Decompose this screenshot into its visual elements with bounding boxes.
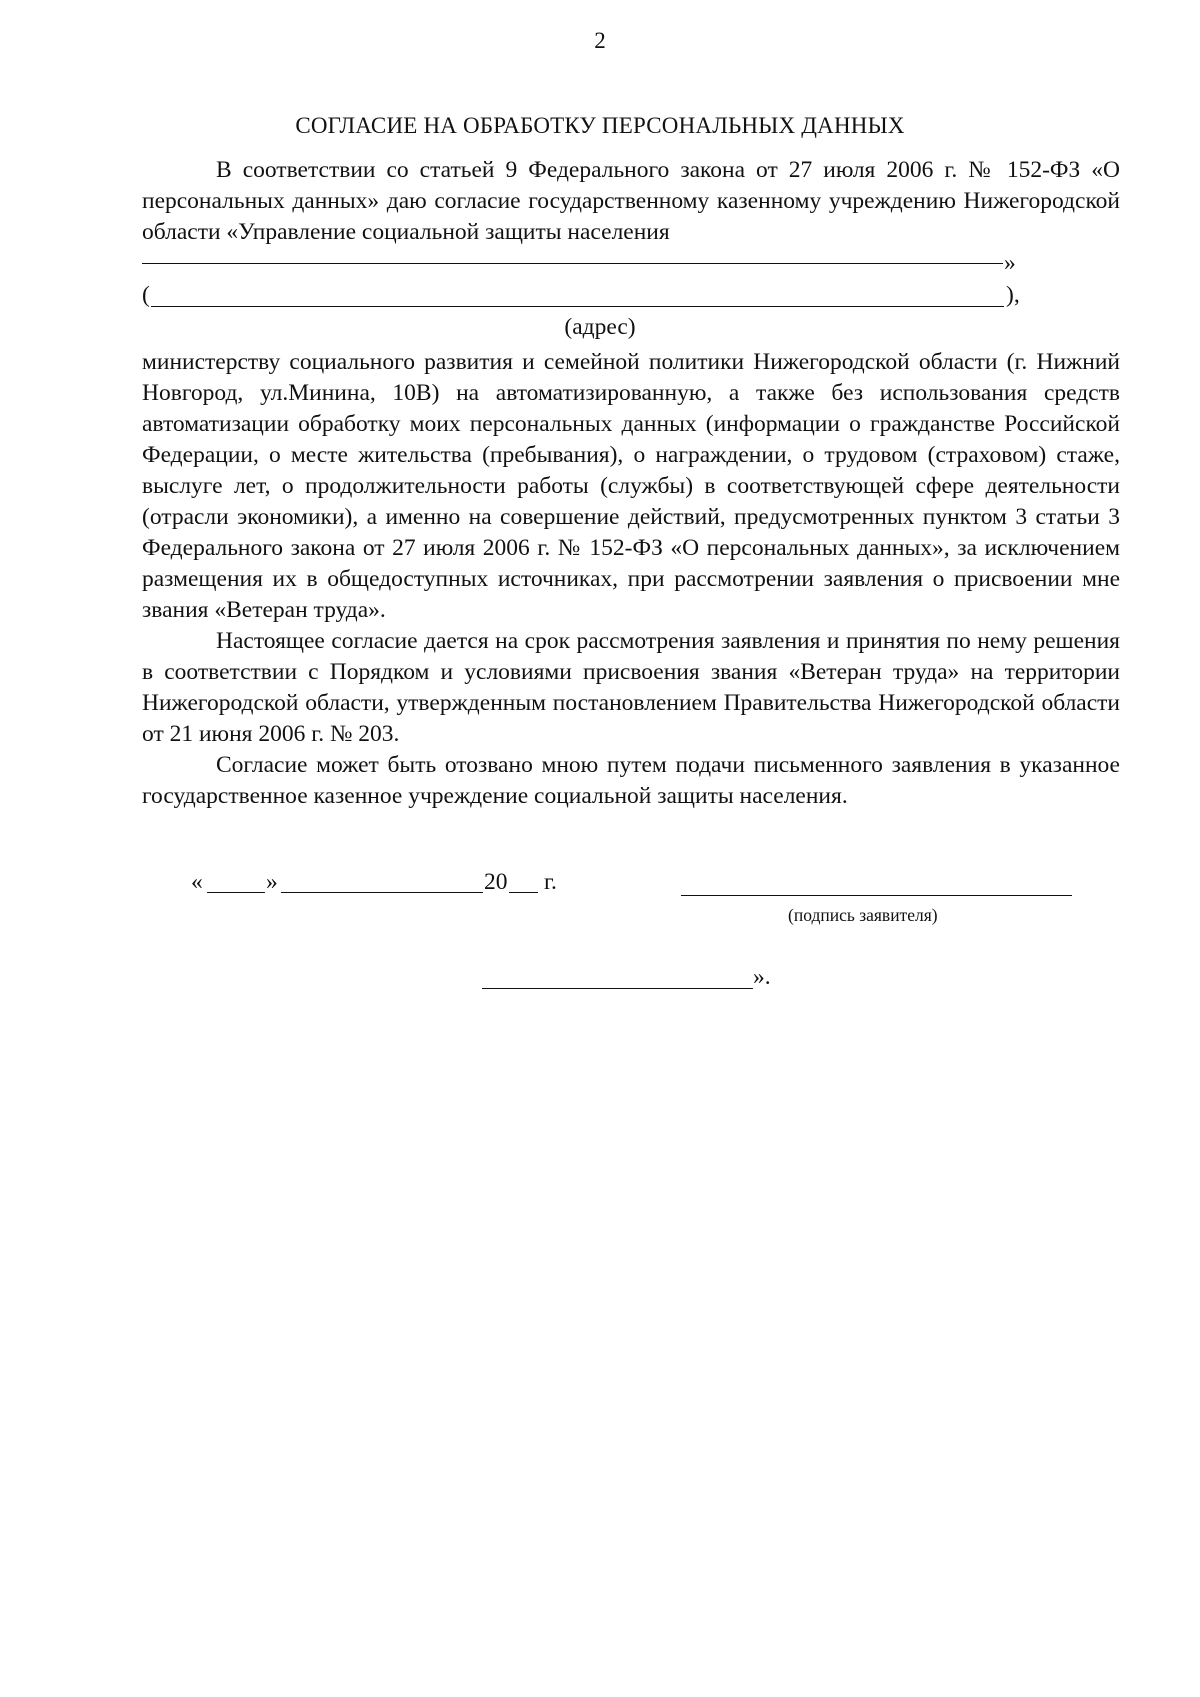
intro-paragraph: В соответствии со статьей 9 Федерального закона от 27 июля 2006 г. № 152-ФЗ «О персональных данных» даю согласие государственному казенному учреждению Нижегородской области «Управление социальной защиты населения	[142, 157, 1120, 245]
page-number: 2	[594, 28, 606, 53]
year-suffix: г.	[544, 869, 557, 895]
signature-caption: (подпись заявителя)	[788, 905, 938, 925]
institution-name-line	[142, 263, 1003, 264]
year-blank	[509, 892, 538, 893]
term-paragraph: Настоящее согласие дается на срок рассмотрения заявления и принятия по нему решения в соответствии с Порядком и условиями присвоения звания «Ветеран труда» на территории Нижегородской области, утвержденным постановлением Правительства Нижегородской области от 21 июня 2006 г. № 203.	[142, 628, 1120, 747]
intro-block	[142, 155, 1120, 248]
date-century: 20	[484, 869, 508, 895]
date-open-quote: «	[191, 869, 203, 895]
document-title: СОГЛАСИЕ НА ОБРАБОТКУ ПЕРСОНАЛЬНЫХ ДАННЫХ	[295, 113, 905, 138]
date-close-quote: »	[266, 869, 278, 895]
address-open-paren: (	[142, 282, 150, 308]
final-close-quote: ».	[753, 964, 771, 990]
revoke-paragraph: Согласие может быть отозвано мною путем подачи письменного заявления в указанное государственное казенное учреждение социальной защиты населения.	[142, 752, 1120, 809]
institution-close-quote: »	[1004, 250, 1016, 276]
signature-line	[681, 895, 1072, 896]
address-close-paren: ),	[1006, 282, 1020, 308]
address-caption: (адрес)	[564, 314, 636, 340]
day-blank	[207, 892, 265, 893]
main-block	[142, 347, 1120, 812]
final-line	[482, 988, 753, 989]
month-blank	[281, 892, 483, 893]
main-paragraph: министерству социального развития и семейной политики Нижегородской области (г. Нижний Новгород, ул.Минина, 10В) на автоматизированную, а также без использования средств автоматизации обработку моих персональных данных (информации о гражданстве Российской Федерации, о месте жительства (пребывания), о награждении, о трудовом (страховом) стаже, выслуге лет, о продолжительности работы (службы) в соответствующей сфере деятельности (отрасли экономики), а именно на совершение действий, предусмотренных пунктом 3 статьи 3 Федерального закона от 27 июля 2006 г. № 152-ФЗ «О персональных данных», за исключением размещения их в общедоступных источниках, при рассмотрении заявления о присвоении мне звания «Ветеран труда».	[142, 349, 1120, 623]
address-line	[151, 306, 1004, 307]
